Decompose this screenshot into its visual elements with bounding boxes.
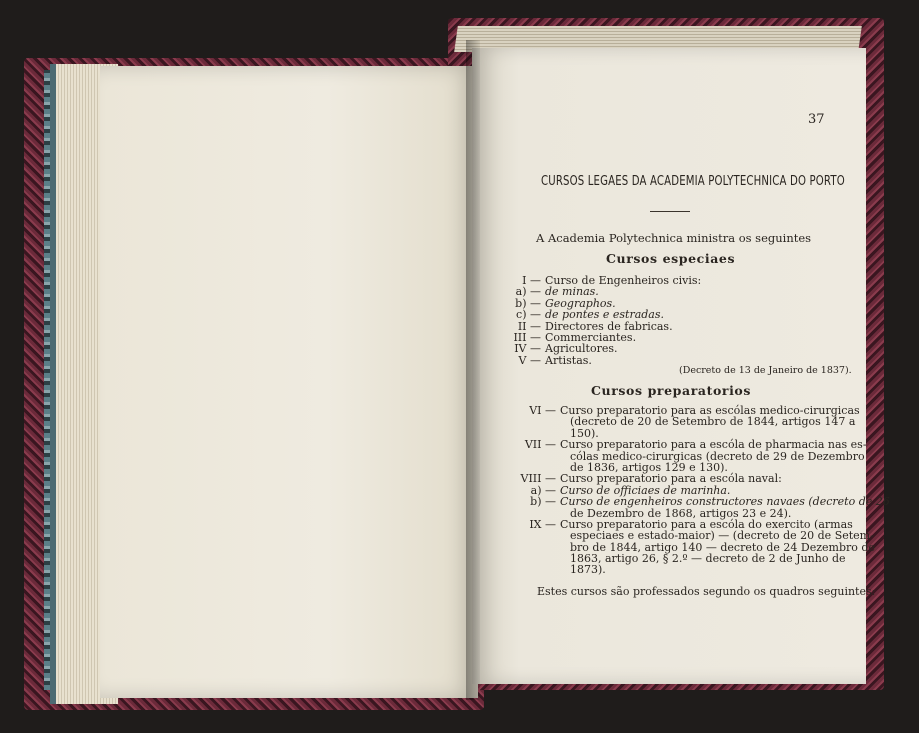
item-text: bro de 1844, artigo 140 — decreto de 24 Dezembro de [570,540,875,554]
list-item [560,415,856,429]
title-rule [650,211,690,212]
item-text: Curso preparatorio para a escóla naval: [560,472,782,486]
item-text: Geographos. [545,296,616,310]
heading-cursos-preparatorios: Cursos preparatorios [591,383,752,398]
page-title: CURSOS LEGAES DA ACADEMIA POLYTECHNICA DO PORTO [541,174,845,189]
item-text: Curso preparatorio para a escóla de pharmacia nas es- [560,438,867,452]
item-numeral: IX — [529,517,556,531]
item-numeral: IV — [514,342,541,356]
decree-citation: (Decreto de 13 de Janeiro de 1837). [679,365,852,376]
item-text: de 1836, artigos 129 e 130). [570,460,728,474]
item-text: 1863, artigo 26, § 2.º — decreto de 2 de Junho de [570,552,846,566]
item-text: Curso preparatorio para as escólas medico-cirurgicas [560,404,860,417]
item-text: Curso de Engenheiros civis: [545,274,702,287]
list-item [518,353,701,367]
item-numeral: b) — [530,495,556,509]
item-text: Curso preparatorio para a escóla do exercito (armas [560,517,853,531]
item-numeral: II — [517,319,541,333]
item-numeral: c) — [516,308,541,322]
book-gutter [466,40,480,700]
item-numeral: VII — [524,438,556,452]
item-text: de minas. [545,285,599,299]
item-text: Artistas. [545,353,592,367]
page-number: 37 [808,112,825,127]
item-numeral: a) — [530,483,556,497]
item-text: de Dezembro de 1868, artigos 23 e 24). [570,506,792,520]
list-item [560,564,832,575]
item-text: especiaes e estado-maior) — (decreto de 20 de Setem- [570,529,874,543]
closing-text: Estes cursos são professados segundo os quadros seguintes: [537,585,876,598]
item-numeral: b) — [515,296,541,310]
item-text: Directores de fabricas. [545,319,673,333]
item-text: 1873). [570,563,606,577]
item-numeral: I — [522,274,541,287]
preparatorios-list [520,404,890,577]
heading-cursos-especiaes: Cursos especiaes [606,251,736,266]
especiaes-list [513,274,702,367]
item-text: de pontes e estradas. [545,308,665,322]
item-text: Curso de officiaes de marinha. [560,483,731,497]
item-numeral: V — [518,353,541,367]
item-text: cólas medico-cirurgicas (decreto de 29 de Dezembro [570,449,865,463]
item-text: Curso de engenheiros constructores navaes (decreto de 26 [560,495,890,509]
item-numeral: VI — [529,404,556,417]
intro-text: A Academia Polytechnica ministra os seguintes [536,231,812,245]
item-text: 150). [570,426,599,440]
item-numeral: VIII — [520,472,556,486]
item-text: Commerciantes. [545,330,637,344]
left-page-blank [100,66,478,698]
item-numeral: a) — [515,285,541,299]
item-text: (decreto de 20 de Setembro de 1844, artigos 147 a [570,415,856,429]
item-text: Agricultores. [545,342,618,356]
item-numeral: III — [513,330,541,344]
